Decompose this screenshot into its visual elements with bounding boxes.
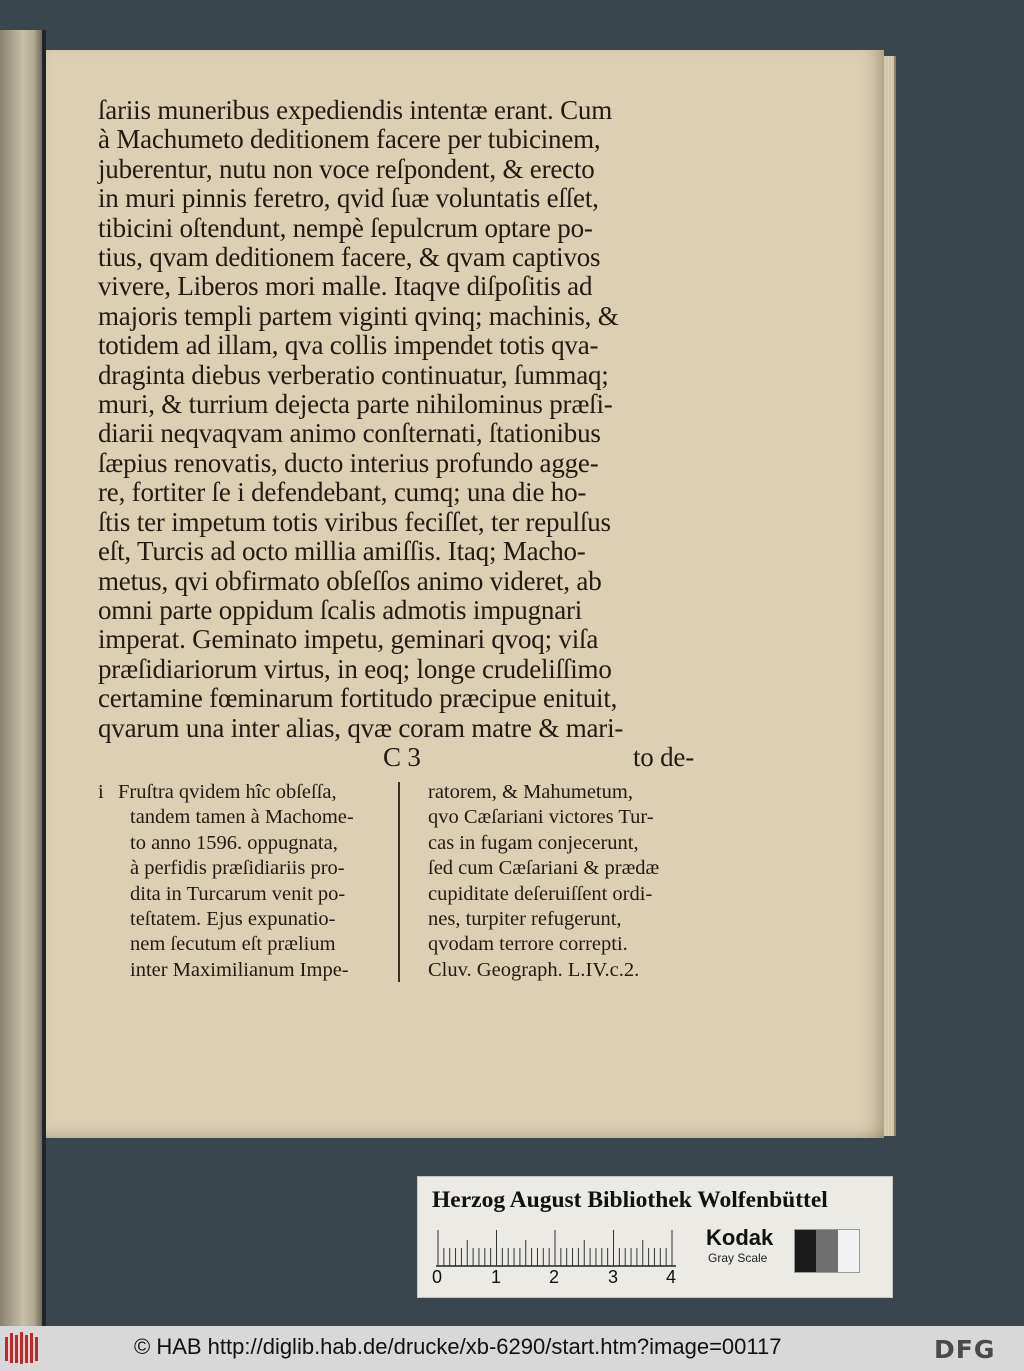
text-line: à Machumeto deditionem facere per tubicinem, [98,124,601,155]
text-line: qvarum una inter alias, qvæ coram matre & mari- [98,712,624,743]
text-line: tius, qvam deditionem facere, & qvam captivos [98,242,601,273]
footnote-line: inter Maximilianum Impe- [130,958,349,981]
text-line: eſt, Turcis ad octo millia amiſſis. Itaq; Macho- [98,536,586,567]
footnote-line: Fruſtra qvidem hîc obſeſſa, [118,781,337,803]
text-line: draginta diebus verberatio continuatur, ſummaq; [98,359,609,390]
color-reference-card [417,1176,893,1298]
gray-scale-label: Gray Scale [708,1251,768,1265]
footnote-line: teſtatem. Ejus expunatio- [130,908,336,931]
library-name: Herzog August Bibliothek Wolfenbüttel [432,1187,828,1213]
footer-link[interactable]: © HAB http://diglib.hab.de/drucke/xb-6290/start.htm?image=00117 [134,1334,782,1359]
ruler-label-2: 2 [549,1267,560,1287]
gray-patch-light [838,1230,859,1272]
main-text-lines [98,96,694,743]
text-line: imperat. Geminato impetu, geminari qvoq; viſa [98,624,599,655]
footnote-line: Cluv. Geograph. L.IV.c.2. [428,958,640,981]
dfg-logo: DFG [934,1335,996,1364]
text-line: re, fortiter ſe i defendebant, cumq; una die ho- [98,477,587,508]
gray-patch-mid [816,1230,837,1272]
text-line: diarii neqvaqvam animo conſternati, ſtationibus [98,418,601,449]
hab-logo-icon [4,1331,40,1365]
footnote-line: cas in fugam conjecerunt, [428,831,639,854]
footnote-line: ratorem, & Mahumetum, [428,781,633,803]
footnote-right-column [428,780,698,983]
ruler-label-0: 0 [432,1267,443,1287]
footnote-line: ſed cum Cæſariani & prædæ [428,857,660,880]
ruler-label-1: 1 [491,1267,502,1287]
footnote-line: qvodam terrore correpti. [428,933,628,956]
footnote-line: qvo Cæſariani victores Tur- [428,806,654,829]
text-line: ſtis ter impetum totis viribus feciſſet, ter repulſus [98,506,611,537]
text-line: ſariis muneribus expediendis intentæ erant. Cum [98,95,613,125]
text-line: ſæpius renovatis, ducto interius profundo agge- [98,447,599,478]
signature-mark: C 3 [383,741,421,772]
footnote-line: cupiditate deſeruiſſent ordi- [428,882,653,905]
text-line: majoris templi partem viginti qvinq; machinis, & [98,300,619,331]
text-line: totidem ad illam, qva collis impendet totis qva- [98,330,599,361]
footnote-line: dita in Turcarum venit po- [130,882,346,905]
footnote-marker: i [98,781,104,803]
ruler-label-3: 3 [608,1267,619,1287]
text-line: in muri pinnis feretro, qvid ſuæ voluntatis eſſet, [98,183,599,214]
signature-line [98,743,694,773]
text-line: vivere, Liberos mori malle. Itaqve diſpoſitis ad [98,271,593,302]
text-line: omni parte oppidum ſcalis admotis impugnari [98,594,583,625]
text-line: præſidiariorum virtus, in eoq; longe crudeliſſimo [98,653,612,684]
ruler-scale [436,1227,676,1267]
footnote-line: nes, turpiter refugerunt, [428,908,622,931]
gray-patches [794,1229,860,1273]
text-line: certamine fœminarum fortitudo præcipue enituit, [98,683,618,714]
column-divider [398,782,400,982]
facing-page-edge [0,30,42,1326]
footnote-left-column [98,780,388,983]
footnote-line: nem ſecutum eſt prælium [130,933,336,956]
kodak-logo: Kodak [706,1225,774,1250]
text-line: juberentur, nutu non voce reſpondent, & erecto [98,153,595,184]
gray-patch-dark [795,1230,816,1272]
catchword: to de- [632,741,694,772]
text-line: tibicini oſtendunt, nempè ſepulcrum optare po- [98,212,593,243]
footnote-line: to anno 1596. oppugnata, [130,831,338,854]
footnote-line: tandem tamen à Machome- [130,806,354,829]
footer-bar [0,1326,1024,1371]
main-text [98,96,694,773]
footnote-line: à perfidis præſidiariis pro- [130,857,345,880]
text-line: muri, & turrium dejecta parte nihilominus præſi- [98,389,613,420]
ruler-label-4: 4 [666,1267,677,1287]
text-line: metus, qvi obfirmato obſeſſos animo videret, ab [98,565,602,596]
